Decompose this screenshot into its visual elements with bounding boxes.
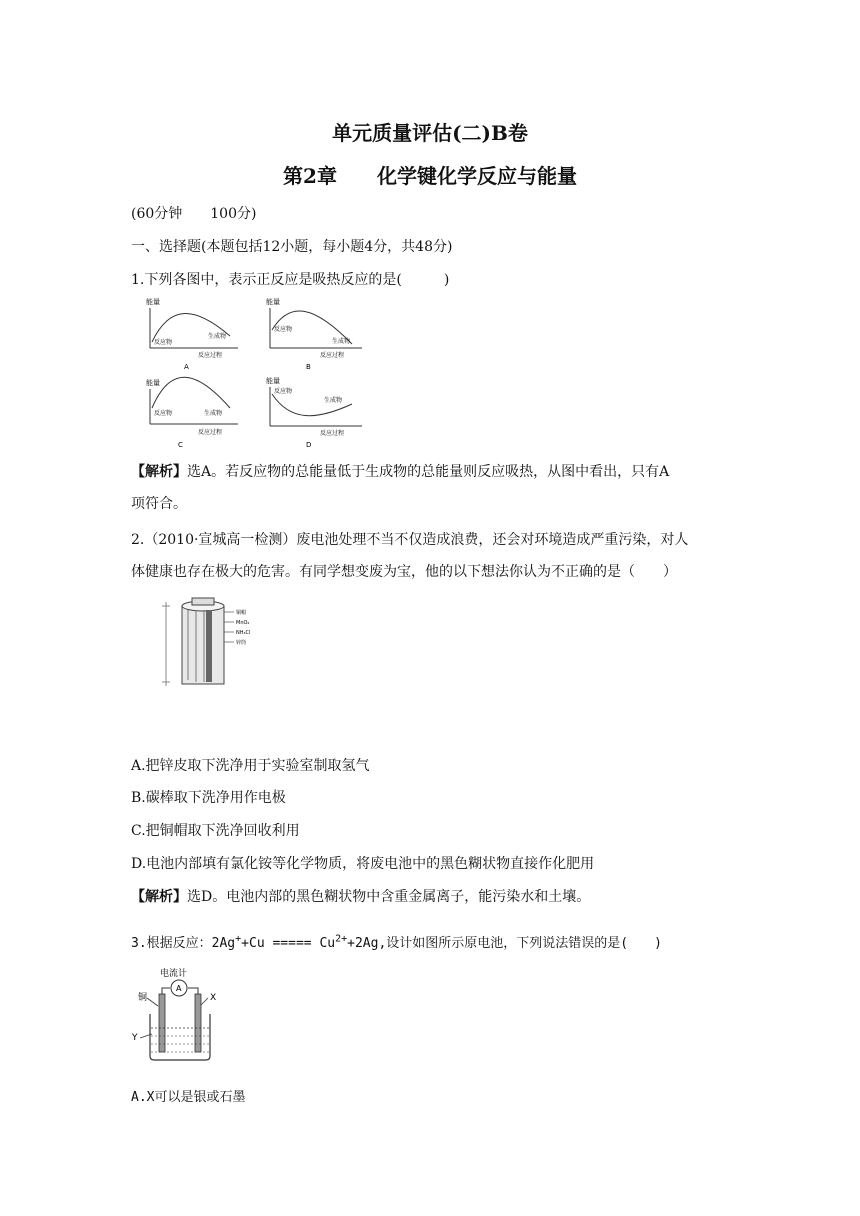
q1-a-start: 反应物 (154, 339, 173, 346)
q1-figure-a (146, 297, 238, 371)
section-heading: 一、选择题(本题包括12小题，每小题4分，共48分) (131, 239, 453, 255)
carbon-rod (206, 610, 212, 682)
q1-b-ylabel: 能量 (266, 298, 280, 306)
solution-label: Y (132, 1033, 138, 1043)
document-title: 单元质量评估(二)B卷 (332, 121, 528, 145)
q2-option-a: A.把锌皮取下洗净用于实验室制取氢气 (131, 758, 370, 774)
copper-electrode (159, 994, 165, 1052)
q3-stem-part2: +Cu ===== Cu (241, 936, 336, 951)
q2-option-b: B.碳棒取下洗净用作电极 (131, 790, 286, 806)
q1-a-xlabel: 反应过程 (198, 352, 223, 359)
q1-c-ylabel: 能量 (146, 379, 160, 387)
q1-d-start: 反应物 (274, 388, 293, 395)
q1-energy-diagrams (140, 296, 380, 456)
q2-stem-line2: 体健康也存在极大的危害。有同学想变废为宝，他的以下想法你认为不正确的是（ ） (131, 564, 677, 580)
q1-c-caption: C (178, 441, 183, 449)
battery-label-mno2: MnO₂ (236, 620, 250, 626)
q2-stem-line1: 2.（2010·宣城高一检测）废电池处理不当不仅造成浪费，还会对环境造成严重污染，对人 (131, 532, 689, 548)
electrode-left-label: 铜 (138, 993, 148, 1003)
q1-d-caption: D (306, 441, 312, 449)
q3-stem-part1: 3.根据反应：2Ag (131, 936, 236, 951)
q1-d-xlabel: 反应过程 (320, 430, 345, 437)
q1-b-end: 生成物 (332, 338, 351, 345)
q1-c-end: 生成物 (204, 410, 223, 417)
x-electrode (195, 994, 201, 1052)
q2-analysis-tag: 【解析】 (131, 889, 187, 905)
q1-figure-c (146, 377, 238, 449)
q2-analysis-text: 选D。电池内部的黑色糊状物中含重金属离子，能污染水和土壤。 (187, 889, 591, 905)
q1-c-start: 反应物 (154, 410, 173, 417)
battery-label-nh4cl: NH₄Cl (236, 630, 251, 636)
q3-stem-sup1: + (235, 933, 242, 945)
meter-label: 电流计 (160, 969, 188, 979)
q3-option-a: A.X可以是银或石墨 (131, 1090, 246, 1105)
q1-analysis-text: 选A。若反应物的总能量低于生成物的总能量则反应吸热，从图中看出，只有A (187, 464, 670, 480)
battery-label-zinc: 锌筒 (236, 640, 247, 646)
q2-battery-figure (158, 596, 268, 696)
q3-stem-part3: +2Ag,设计如图所示原电池，下列说法错误的是( ) (347, 936, 662, 951)
q1-d-ylabel: 能量 (266, 377, 280, 385)
q1-d-end: 生成物 (324, 397, 343, 404)
q1-b-xlabel: 反应过程 (320, 352, 345, 359)
electrode-right-label: X (210, 993, 217, 1003)
q1-a-caption: A (184, 363, 189, 371)
q1-analysis (131, 462, 669, 482)
q1-analysis-tag: 【解析】 (131, 464, 187, 480)
q3-cell-figure (130, 966, 230, 1066)
q1-a-end: 生成物 (208, 333, 227, 340)
battery-label-cap: 铜帽 (236, 610, 247, 616)
q1-figure-d (266, 376, 362, 449)
q1-figure-b (266, 297, 362, 371)
q3-stem-sup2: 2+ (335, 933, 348, 945)
q2-option-c: C.把铜帽取下洗净回收利用 (131, 823, 300, 839)
battery-cap (192, 598, 214, 605)
q1-a-ylabel: 能量 (146, 298, 160, 306)
q1-c-xlabel: 反应过程 (198, 429, 223, 436)
q2-option-d: D.电池内部填有氯化铵等化学物质，将废电池中的黑色糊状物直接作化肥用 (131, 856, 595, 872)
chapter-title: 第2章 化学键化学反应与能量 (283, 164, 577, 188)
q1-c-curve (152, 377, 230, 408)
q3-stem (131, 932, 662, 951)
q1-b-caption: B (306, 363, 311, 371)
q1-b-start: 反应物 (274, 326, 293, 333)
ammeter-symbol: A (176, 984, 182, 993)
q1-analysis-cont: 项符合。 (131, 496, 187, 512)
q2-analysis (131, 887, 590, 907)
time-score: (60分钟 100分) (131, 206, 257, 222)
q1-stem: 1.下列各图中，表示正反应是吸热反应的是( ) (131, 272, 450, 288)
